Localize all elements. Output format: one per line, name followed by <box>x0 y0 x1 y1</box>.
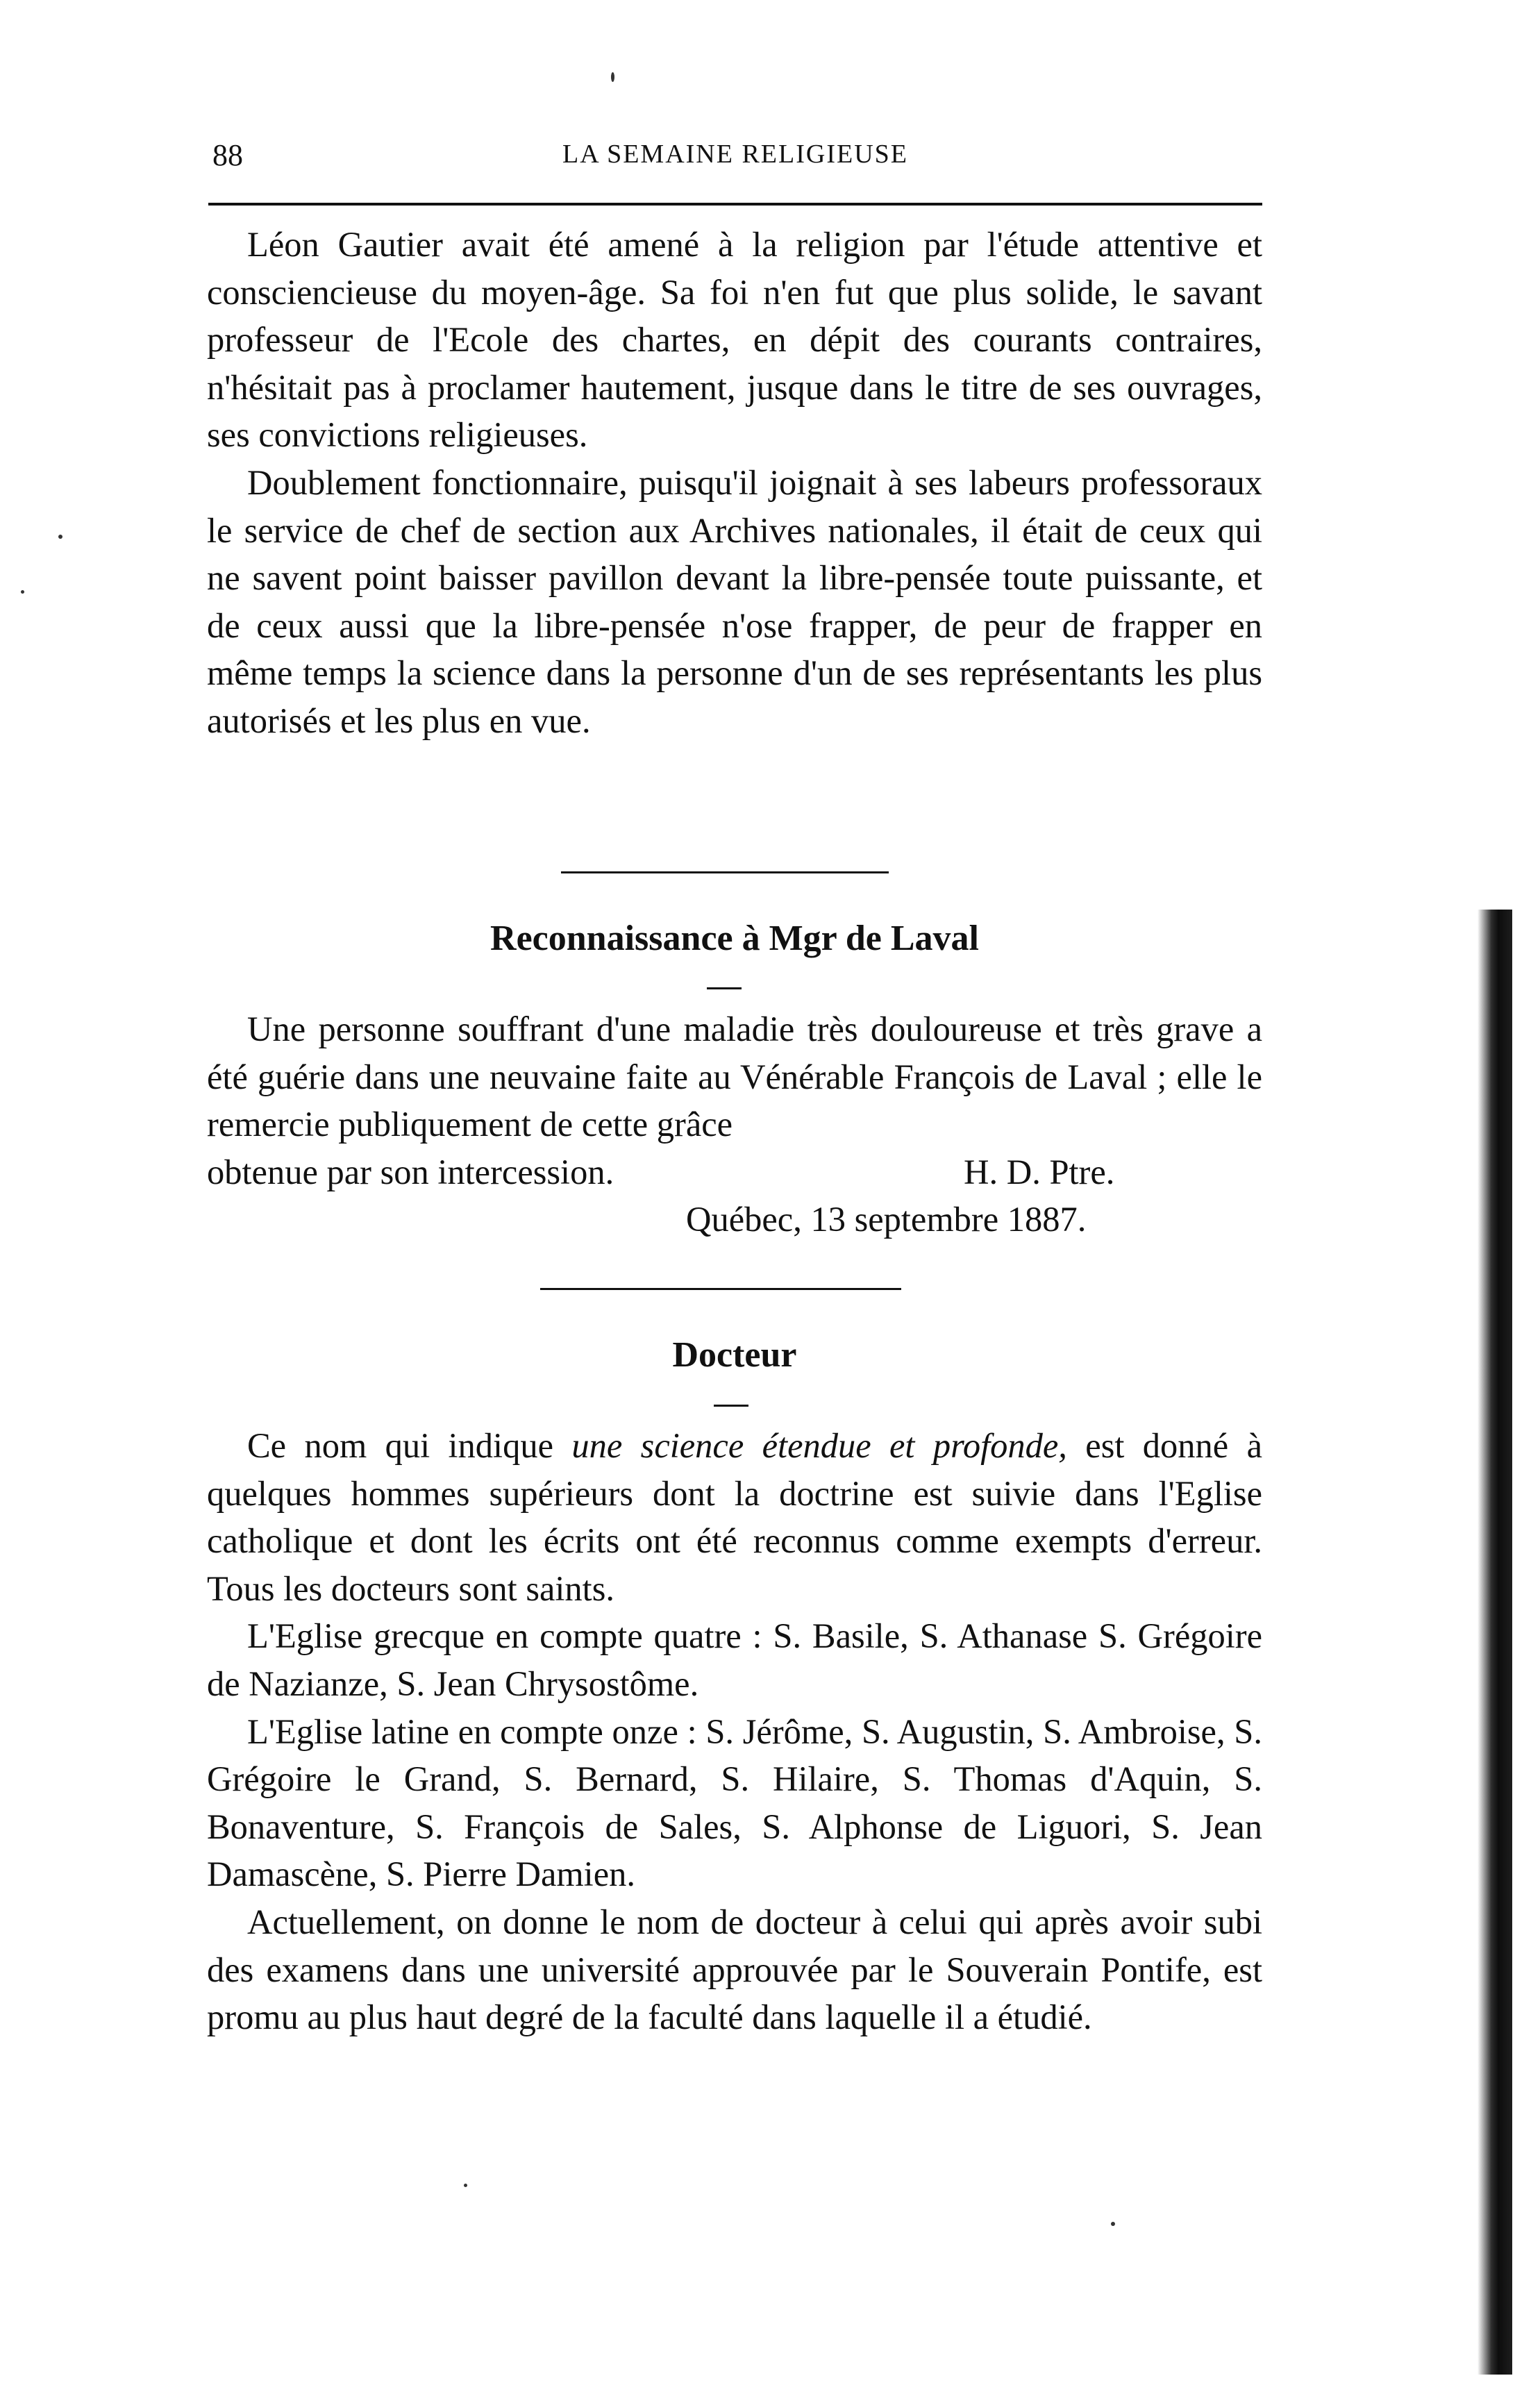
page-number: 88 <box>212 138 243 172</box>
page-header <box>208 137 1262 179</box>
scan-speck <box>58 535 62 539</box>
paragraph-text: est donné à quelques hommes supérieurs dont la doctrine est suivie dans l'Eglise catholique et dont les écrits ont été reconnus comme exempts d'erreur. Tous les docteurs sont saints. <box>207 1426 1262 1608</box>
scan-speck <box>611 72 614 82</box>
running-title: LA SEMAINE RELIGIEUSE <box>562 140 908 169</box>
paragraph-gautier-2: Doublement fonctionnaire, puisqu'il joignait à ses labeurs professoraux le service de chef de section aux Archives nationales, il était de ceux qui ne savent point baisser pavillon devant la libre-pensée toute puissante, et de ceux aussi que la libre-pensée n'ose frapper, de peur de frapper en même temps la science dans la personne d'un de ses représentants les plus autorisés et les plus en vue. <box>207 462 1262 740</box>
header-rule <box>208 203 1262 206</box>
title-dash <box>707 987 742 989</box>
paragraph-gautier-1: Léon Gautier avait été amené à la religion par l'étude attentive et consciencieuse du moyen-âge. Sa foi n'en fut que plus solide, le savant professeur de l'Ecole des chartes, en dépit des courants contraires, n'hésitait pas à proclamer hautement, jusque dans le titre de ses ouvrages, ses convictions religieuses. <box>207 225 1262 455</box>
paragraph-docteur-3: L'Eglise latine en compte onze : S. Jérôme, S. Augustin, S. Ambroise, S. Grégoire le Grand, S. Bernard, S. Hilaire, S. Thomas d'Aquin, S. Bonaventure, S. François de Sales, S. Alphonse de Liguori, S. Jean Damascène, S. Pierre Damien. <box>207 1711 1262 1894</box>
signature-line <box>207 1148 1262 1196</box>
italic-phrase: une science étendue et profonde, <box>571 1426 1067 1465</box>
section-divider <box>561 871 889 873</box>
scan-edge-shadow <box>1478 910 1512 2375</box>
title-dash <box>714 1405 748 1407</box>
article-gautier <box>207 221 1262 745</box>
section-title-docteur: Docteur <box>672 1335 797 1375</box>
article-docteur <box>207 1422 1262 2041</box>
paragraph-docteur-2: L'Eglise grecque en compte quatre : S. Basile, S. Athanase S. Grégoire de Nazianze, S. Jean Chrysostôme. <box>207 1616 1262 1703</box>
paragraph-reconnaissance: Une personne souffrant d'une maladie très douloureuse et très grave a été guérie dans une neuvaine faite au Vénérable François de Laval ; elle le remercie publiquement de cette grâce <box>207 1010 1262 1144</box>
signature: H. D. Ptre. <box>964 1152 1115 1191</box>
section-title-reconnaissance: Reconnaissance à Mgr de Laval <box>490 919 979 958</box>
paragraph-docteur-1 <box>207 1422 1262 1612</box>
scan-speck <box>21 590 24 594</box>
scan-speck <box>464 2184 467 2187</box>
paragraph-last-line: obtenue par son intercession. <box>207 1152 614 1191</box>
paragraph-text: Ce nom qui indique <box>247 1426 572 1465</box>
section-divider <box>540 1288 901 1290</box>
dateline: Québec, 13 septembre 1887. <box>686 1200 1087 1239</box>
article-reconnaissance <box>207 1005 1262 1244</box>
paragraph-docteur-4: Actuellement, on donne le nom de docteur à celui qui après avoir subi des examens dans une université approuvée par le Souverain Pontife, est promu au plus haut degré de la faculté dans laquelle il a étudié. <box>207 1902 1262 2037</box>
scan-speck <box>1111 2222 1115 2226</box>
